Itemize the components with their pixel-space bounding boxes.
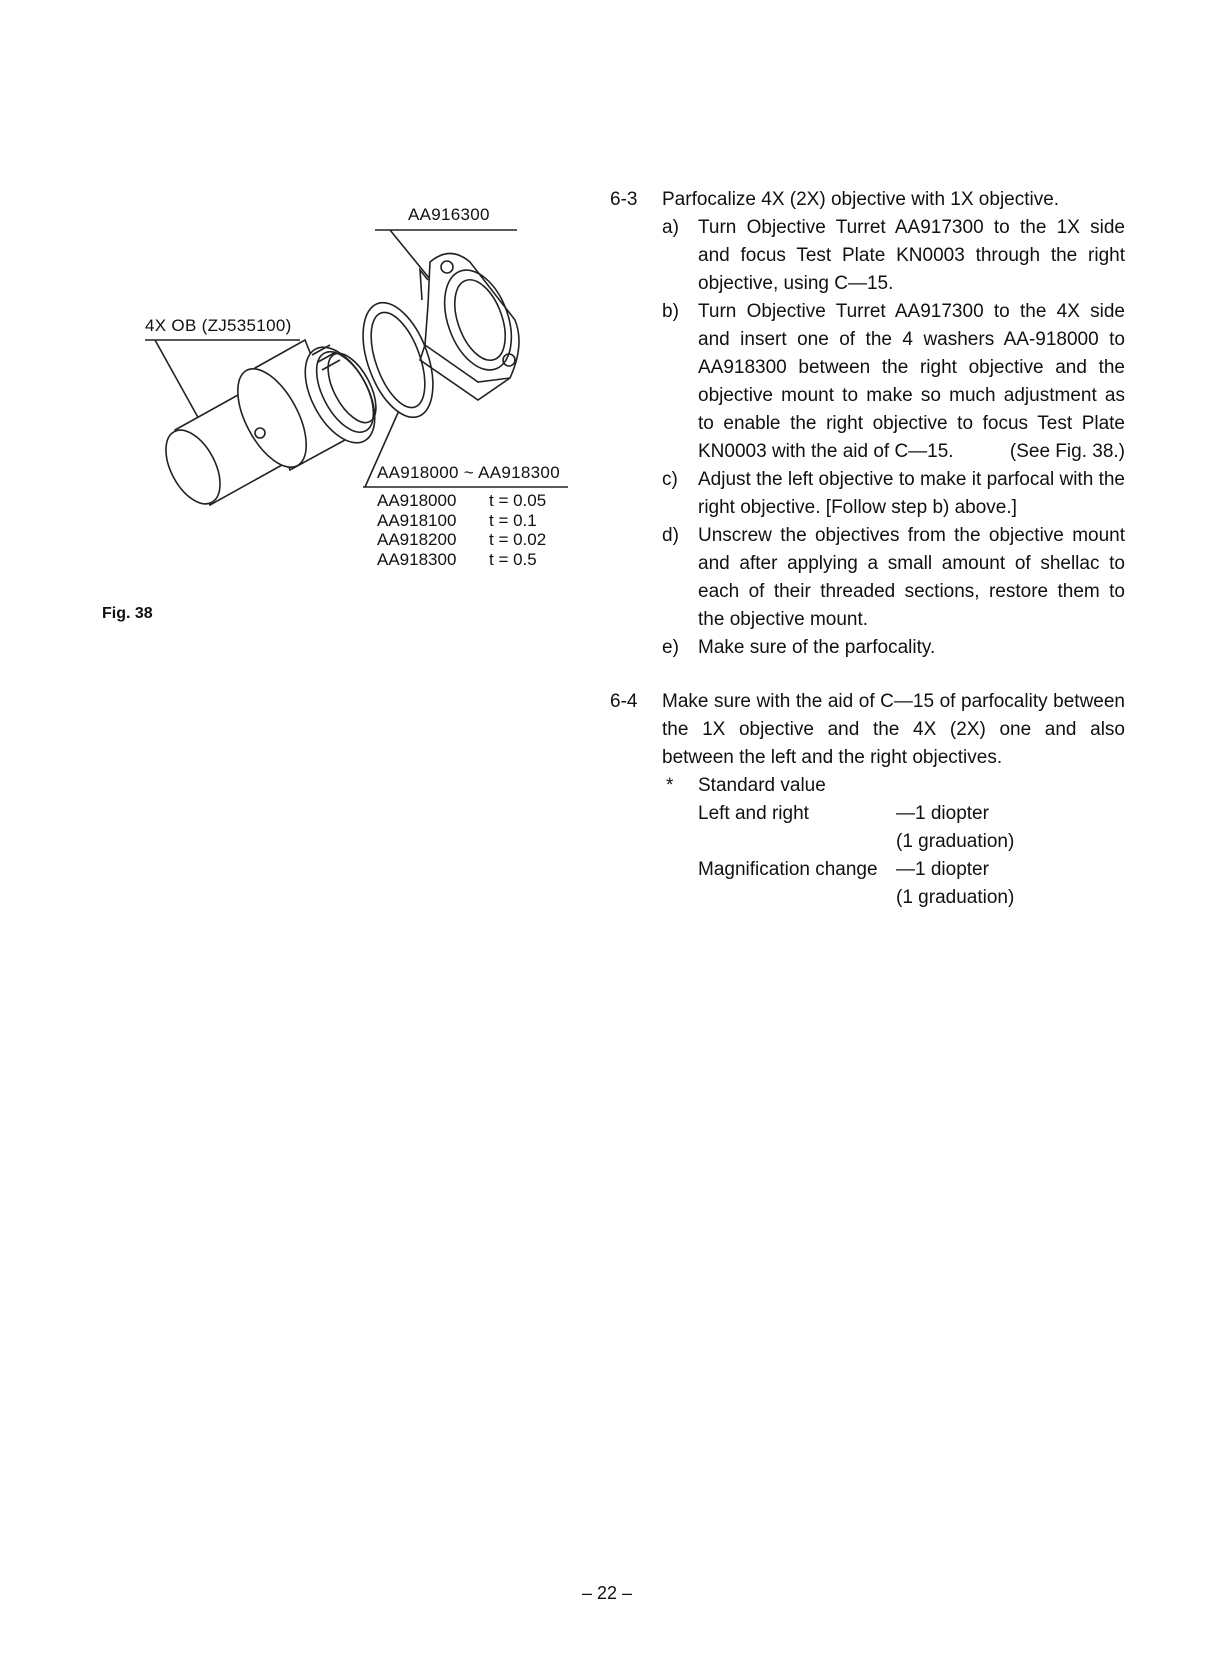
step-item: [662, 634, 1125, 662]
step-text: Make sure of the parfocality.: [698, 637, 936, 658]
standard-label: Magnification change: [698, 859, 878, 880]
washer-row: [377, 491, 546, 511]
step-item: [662, 466, 1125, 522]
standard-row: [662, 800, 1125, 828]
washer-thickness: t = 0.05: [489, 491, 547, 510]
section-6-4: [610, 688, 1125, 912]
washer-range-label: AA918000 ~ AA918300: [377, 463, 560, 482]
instructions-column: [610, 186, 1125, 912]
step-item: [662, 214, 1125, 298]
standard-sub-value: (1 graduation): [896, 887, 1015, 908]
standard-value: —1 diopter: [896, 803, 989, 824]
washer-code: AA918200: [377, 530, 457, 549]
step-letter: c): [662, 469, 678, 490]
section-text: Make sure with the aid of C—15 of parfocality between the 1X objective and the 4X (2X) one and also between the left and the right objectives.: [662, 691, 1125, 768]
washer-code: AA918000: [377, 491, 457, 510]
step-text: Turn Objective Turret AA917300 to the 1X side and focus Test Plate KN0003 through the right objective, using C—15.: [698, 217, 1125, 294]
washer-code: AA918300: [377, 549, 457, 569]
washer-row: [377, 511, 546, 531]
standard-heading: [662, 772, 1125, 800]
standard-value: —1 diopter: [896, 859, 989, 880]
standard-values: [662, 772, 1125, 912]
washer-thickness: t = 0.1: [489, 510, 537, 530]
section-number: 6-3: [610, 189, 638, 210]
bullet-star: *: [666, 775, 674, 796]
step-letter: d): [662, 525, 679, 546]
step-text-body: Turn Objective Turret AA917300 to the 4X side and insert one of the 4 washers AA-918000 to AA918300 between the right objective and the objective mount to make so much adjustment as to enable the right objective to focus Test Plate KN0003 with the aid of C—15.: [698, 301, 1125, 462]
step-text: Unscrew the objectives from the objective mount and after applying a small amount of shellac to each of their threaded sections, restore them to the objective mount.: [698, 525, 1125, 630]
step-text: Adjust the left objective to make it parfocal with the right objective. [Follow step b) above.]: [698, 469, 1125, 518]
washer-row: [377, 550, 546, 570]
washer-row: [377, 530, 546, 550]
step-text: [698, 298, 1125, 466]
step-item: [662, 522, 1125, 634]
objective-leader-line: [155, 340, 205, 430]
washer-thickness-table: [377, 491, 546, 569]
step-letter: b): [662, 301, 679, 322]
objective-part-label: 4X OB (ZJ535100): [145, 316, 292, 335]
washer-code: AA918100: [377, 510, 457, 530]
section-number: 6-4: [610, 691, 638, 712]
step-letter: a): [662, 217, 679, 238]
standard-heading-text: Standard value: [698, 775, 826, 796]
section-title: Parfocalize 4X (2X) objective with 1X objective.: [662, 189, 1060, 210]
step-item: [662, 298, 1125, 466]
figure-reference: (See Fig. 38.): [1009, 441, 1125, 462]
page-number: – 22 –: [581, 1583, 633, 1603]
washer-thickness: t = 0.5: [489, 549, 537, 569]
figure-caption: Fig. 38: [102, 605, 153, 622]
mount-part-label: AA916300: [408, 205, 490, 224]
section-6-3: [610, 186, 1125, 662]
standard-label: Left and right: [698, 803, 809, 824]
step-letter: e): [662, 637, 679, 658]
standard-row: [662, 856, 1125, 884]
washer-thickness: t = 0.02: [489, 530, 547, 549]
figure-38: [0, 0, 600, 640]
standard-sub-value: (1 graduation): [896, 831, 1015, 852]
